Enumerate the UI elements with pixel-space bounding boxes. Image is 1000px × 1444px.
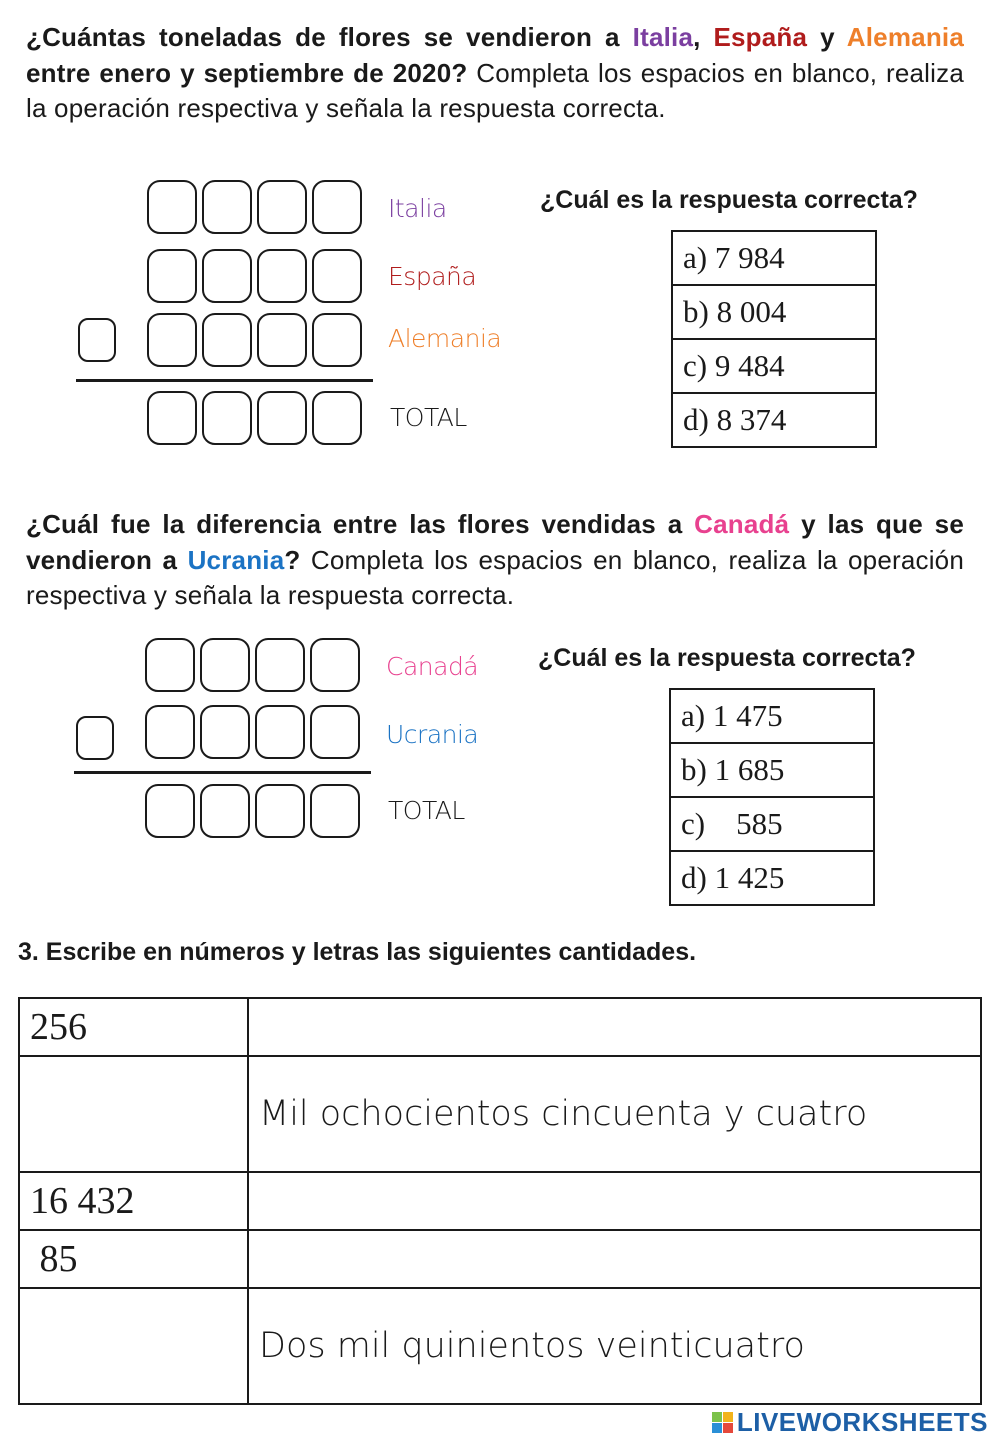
digit-box[interactable] xyxy=(312,313,362,367)
option-a[interactable]: a) 1 475 xyxy=(670,689,874,743)
country-alemania: Alemania xyxy=(846,22,964,52)
digit-box[interactable] xyxy=(312,180,362,234)
digit-box[interactable] xyxy=(310,705,360,759)
label-ucrania: Ucrania xyxy=(386,720,479,749)
numbers-words-table xyxy=(18,997,982,1405)
digit-box[interactable] xyxy=(147,180,197,234)
country-canada: Canadá xyxy=(694,509,790,539)
operator-box[interactable] xyxy=(78,318,116,362)
digit-box[interactable] xyxy=(257,180,307,234)
problem2-instructions: Completa los espacios en blanco, realiza la operación respectiva y señala la respuesta correcta. xyxy=(26,544,965,610)
country-espana: España xyxy=(713,22,808,52)
digit-box[interactable] xyxy=(202,249,252,303)
total-digit-box[interactable] xyxy=(202,391,252,445)
digit-box[interactable] xyxy=(202,313,252,367)
problem1-options xyxy=(671,230,877,448)
operator-box[interactable] xyxy=(76,716,114,760)
digit-box[interactable] xyxy=(147,249,197,303)
label-alemania: Alemania xyxy=(388,324,502,353)
words-cell[interactable]: Dos mil quinientos veinticuatro xyxy=(248,1288,981,1404)
total-digit-box[interactable] xyxy=(255,784,305,838)
label-total: TOTAL xyxy=(388,796,465,825)
problem2-question: ¿Cuál fue la diferencia entre las flores vendidas a Canadá y las que se vendieron a Ucrania? Completa los espacios en blanco, realiza la operación respectiva y señala la respuesta correcta. xyxy=(26,509,965,610)
digit-box[interactable] xyxy=(255,705,305,759)
number-cell[interactable] xyxy=(19,1288,248,1404)
section3-title: 3. Escribe en números y letras las siguientes cantidades. xyxy=(18,938,697,966)
liveworksheets-brand xyxy=(712,1407,988,1438)
country-ucrania: Ucrania xyxy=(187,544,285,575)
digit-box[interactable] xyxy=(255,638,305,692)
table-row xyxy=(19,1288,981,1404)
words-cell[interactable] xyxy=(248,1172,981,1230)
label-total: TOTAL xyxy=(390,403,467,432)
digit-box[interactable] xyxy=(202,180,252,234)
words-cell[interactable] xyxy=(248,1230,981,1288)
problem1-ask: ¿Cuál es la respuesta correcta? xyxy=(540,186,918,214)
table-row xyxy=(19,1172,981,1230)
option-c[interactable]: c) 9 484 xyxy=(672,339,876,393)
digit-box[interactable] xyxy=(312,249,362,303)
country-italia: Italia xyxy=(632,22,694,52)
total-digit-box[interactable] xyxy=(200,784,250,838)
problem1-instructions: Completa los espacios en blanco, realiza la operación respectiva y señala la respuesta correcta. xyxy=(26,57,964,123)
difference-line xyxy=(74,771,371,774)
option-a[interactable]: a) 7 984 xyxy=(672,231,876,285)
number-cell[interactable]: 85 xyxy=(19,1230,248,1288)
digit-box[interactable] xyxy=(200,638,250,692)
total-digit-box[interactable] xyxy=(310,784,360,838)
sum-line xyxy=(76,379,373,382)
digit-box[interactable] xyxy=(147,313,197,367)
digit-box[interactable] xyxy=(310,638,360,692)
digit-box[interactable] xyxy=(257,313,307,367)
problem2-ask: ¿Cuál es la respuesta correcta? xyxy=(538,644,916,672)
label-italia: Italia xyxy=(388,194,447,223)
option-c[interactable]: c) 585 xyxy=(670,797,874,851)
number-cell[interactable]: 256 xyxy=(19,998,248,1056)
total-digit-box[interactable] xyxy=(147,391,197,445)
digit-box[interactable] xyxy=(145,638,195,692)
problem1-question: ¿Cuántas toneladas de flores se vendieron a Italia, España y Alemania entre enero y septiembre de 2020? Completa los espacios en blanco, realiza la operación respectiva y señala la respuesta correcta. xyxy=(26,22,964,123)
digit-box[interactable] xyxy=(257,249,307,303)
table-row xyxy=(19,998,981,1056)
label-espana: España xyxy=(388,262,477,291)
words-cell[interactable]: Mil ochocientos cincuenta y cuatro xyxy=(248,1056,981,1172)
option-b[interactable]: b) 8 004 xyxy=(672,285,876,339)
number-cell[interactable] xyxy=(19,1056,248,1172)
words-cell[interactable] xyxy=(248,998,981,1056)
total-digit-box[interactable] xyxy=(312,391,362,445)
problem2-options xyxy=(669,688,875,906)
brand-name: LIVEWORKSHEETS xyxy=(736,1407,988,1437)
digit-box[interactable] xyxy=(145,705,195,759)
liveworksheets-logo-icon xyxy=(712,1412,733,1433)
option-d[interactable]: d) 8 374 xyxy=(672,393,876,447)
total-digit-box[interactable] xyxy=(145,784,195,838)
table-row xyxy=(19,1230,981,1288)
label-canada: Canadá xyxy=(386,652,479,681)
option-d[interactable]: d) 1 425 xyxy=(670,851,874,905)
number-cell[interactable]: 16 432 xyxy=(19,1172,248,1230)
table-row xyxy=(19,1056,981,1172)
digit-box[interactable] xyxy=(200,705,250,759)
total-digit-box[interactable] xyxy=(257,391,307,445)
option-b[interactable]: b) 1 685 xyxy=(670,743,874,797)
